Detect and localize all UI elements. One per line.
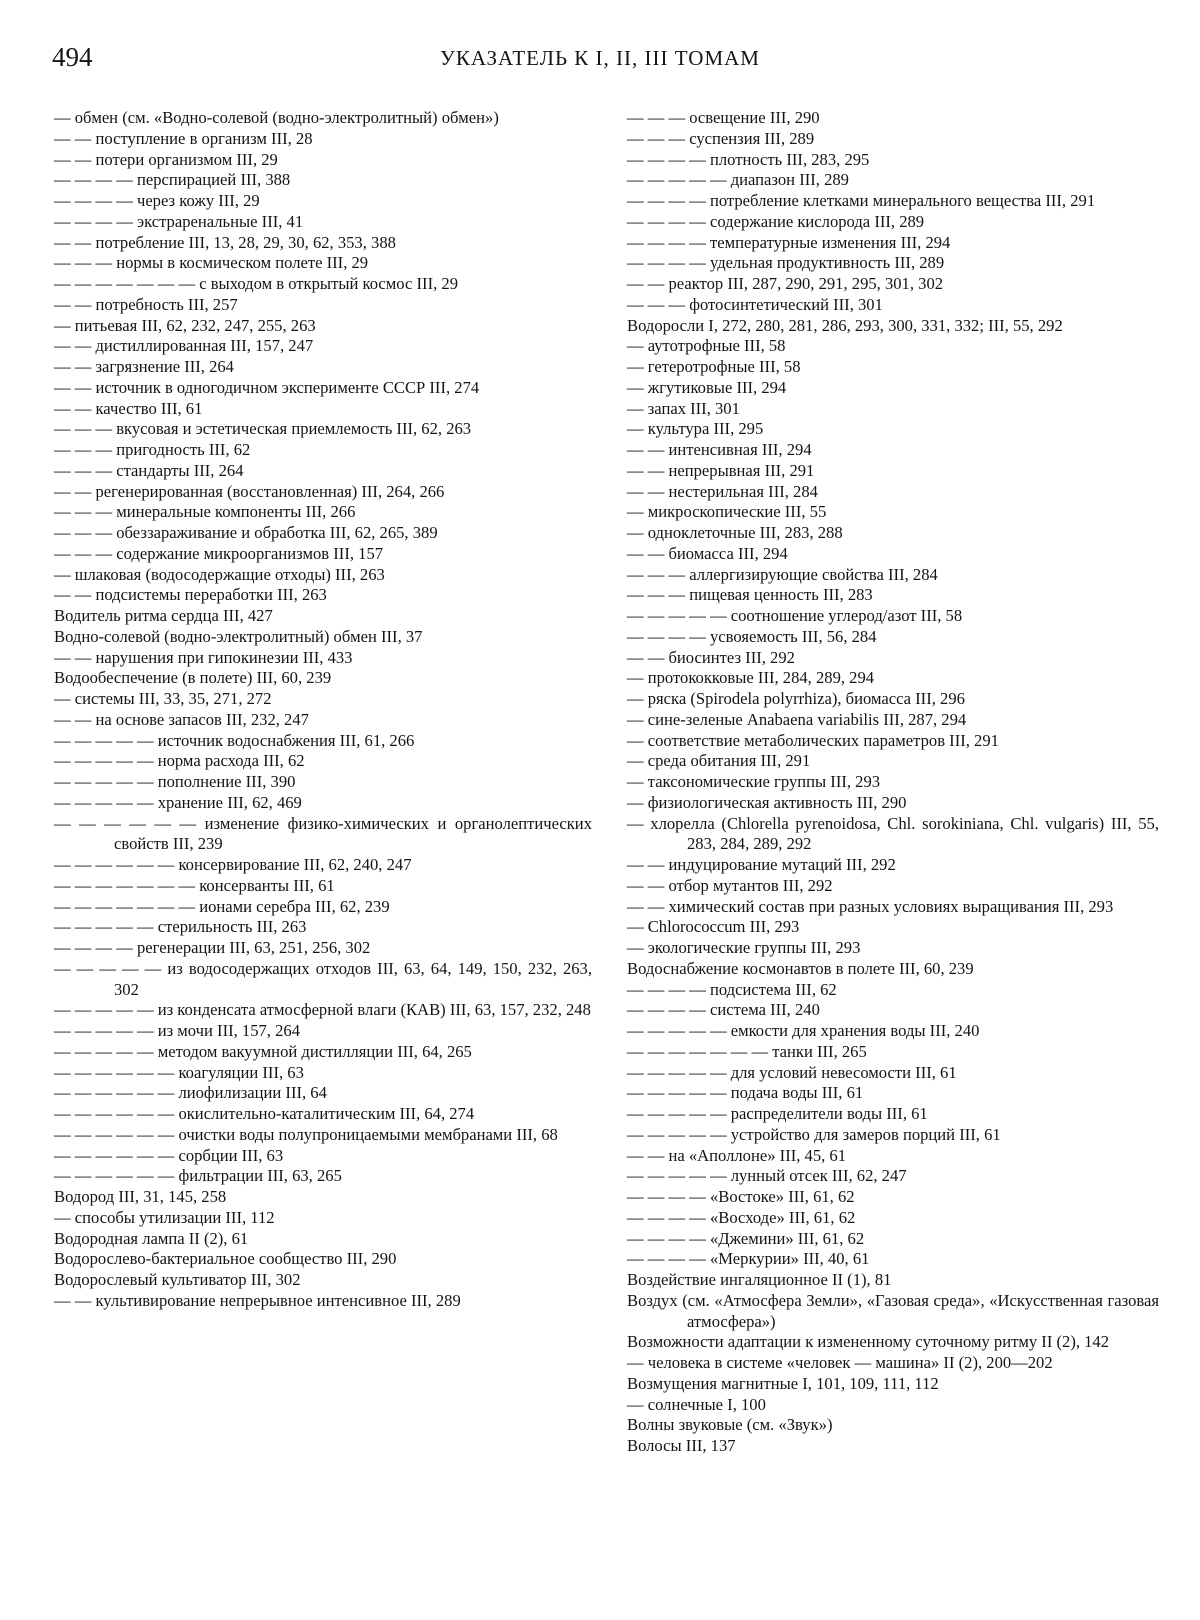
index-entry: — — на «Аполлоне» III, 45, 61: [627, 1145, 847, 1165]
index-entry: — — — — «Меркурии» III, 40, 61: [627, 1249, 870, 1269]
index-column-left: [54, 108, 592, 1312]
index-entry: — — — суспензия III, 289: [627, 128, 815, 148]
index-entry: — — — — — из водосодержащих отходов III, 63, 64, 149, 150, 232, 263, 302: [54, 958, 592, 999]
index-entry: — — биомасса III, 294: [627, 543, 788, 563]
index-entry: — — загрязнение III, 264: [54, 357, 234, 376]
running-title: УКАЗАТЕЛЬ К I, II, III ТОМАМ: [440, 46, 760, 70]
index-entry: Водитель ритма сердца III, 427: [54, 606, 273, 625]
index-entry: Воздух (см. «Атмосфера Земли», «Газовая среда», «Искусственная газовая атмосфера»): [627, 1290, 1159, 1331]
index-entry: — — — — экстраренальные III, 41: [54, 211, 304, 231]
index-entry: — — — — потребление клетками минерального вещества III, 291: [627, 191, 1096, 210]
index-entry: Волны звуковые (см. «Звук»): [627, 1415, 833, 1435]
index-entry: — жгутиковые III, 294: [627, 377, 787, 397]
index-entry: — — — — — из конденсата атмосферной влаги (КАВ) III, 63, 157, 232, 248: [54, 1000, 591, 1020]
index-entry: — — — — — — коагуляции III, 63: [54, 1062, 304, 1082]
index-entry: — — — — — подача воды III, 61: [627, 1083, 864, 1103]
index-entry: — — — — регенерации III, 63, 251, 256, 302: [54, 938, 371, 957]
index-entry: — — — нормы в космическом полете III, 29: [54, 253, 369, 273]
index-entry: — физиологическая активность III, 290: [627, 792, 907, 812]
index-entry: — — на основе запасов III, 232, 247: [54, 709, 309, 729]
index-entry: — — — — — — фильтрации III, 63, 265: [54, 1166, 342, 1186]
index-entry: — солнечные I, 100: [627, 1394, 766, 1414]
index-entry: — человека в системе «человек — машина» II (2), 200—202: [627, 1353, 1053, 1372]
index-entry: — экологические группы III, 293: [627, 938, 861, 957]
index-entry: — — — — — — — танки III, 265: [627, 1041, 867, 1061]
index-entry: — — — — — распределители воды III, 61: [627, 1104, 928, 1123]
index-entry: — среда обитания III, 291: [627, 751, 811, 771]
index-entry: — — качество III, 61: [54, 398, 203, 418]
index-entry: — — — — — хранение III, 62, 469: [54, 792, 302, 812]
index-entry: — — — — перспирацией III, 388: [54, 170, 291, 190]
index-entry: — — дистиллированная III, 157, 247: [54, 336, 314, 356]
index-entry: — — индуцирование мутаций III, 292: [627, 855, 896, 874]
index-entry: Водорослевый культиватор III, 302: [54, 1270, 301, 1289]
index-entry: — — — — — — — с выходом в открытый космос III, 29: [54, 274, 458, 293]
index-entry: — — — обеззараживание и обработка III, 62, 265, 389: [54, 523, 438, 542]
index-entry: Водорослево-бактериальное сообщество III, 290: [54, 1249, 397, 1269]
index-entry: — гетеротрофные III, 58: [627, 357, 801, 376]
index-entry: — — нарушения при гипокинезии III, 433: [54, 647, 353, 667]
index-entry: Воздействие ингаляционное II (1), 81: [627, 1270, 892, 1289]
index-entry: — одноклеточные III, 283, 288: [627, 523, 843, 542]
index-entry: — — потери организмом III, 29: [54, 149, 278, 169]
index-entry: Возмущения магнитные I, 101, 109, 111, 112: [627, 1373, 939, 1393]
index-entry: — — источник в одногодичном эксперименте СССР III, 274: [54, 377, 480, 397]
index-entry: — микроскопические III, 55: [627, 502, 827, 522]
index-entry: — — интенсивная III, 294: [627, 440, 812, 459]
page-number: 494: [52, 42, 93, 72]
index-entry: — — — — «Джемини» III, 61, 62: [627, 1228, 865, 1248]
index-entry: Водоросли I, 272, 280, 281, 286, 293, 300, 331, 332; III, 55, 292: [627, 315, 1063, 335]
index-entry: — — — — плотность III, 283, 295: [627, 149, 870, 169]
index-entry: — — — — — лунный отсек III, 62, 247: [627, 1166, 907, 1186]
index-entry: — — — — — диапазон III, 289: [627, 170, 849, 190]
index-entry: — — — — — — — консерванты III, 61: [54, 875, 335, 895]
index-entry: — — потребление III, 13, 28, 29, 30, 62, 353, 388: [54, 232, 396, 252]
page-header: [52, 42, 1148, 82]
index-entry: — — — пищевая ценность III, 283: [627, 585, 873, 605]
index-entry: — — поступление в организм III, 28: [54, 128, 313, 148]
index-entry: — — реактор III, 287, 290, 291, 295, 301, 302: [627, 274, 944, 293]
index-entry: — — — пригодность III, 62: [54, 440, 251, 459]
index-entry: Водородная лампа II (2), 61: [54, 1228, 249, 1248]
index-entry: Водоснабжение космонавтов в полете III, 60, 239: [627, 958, 974, 978]
index-entry: — — — — через кожу III, 29: [54, 191, 260, 210]
index-entry: — запах III, 301: [627, 398, 740, 418]
index-entry: — — — — содержание кислорода III, 289: [627, 211, 925, 231]
index-entry: — — — — — для условий невесомости III, 61: [627, 1062, 957, 1082]
index-entry: Водно-солевой (водно-электролитный) обмен III, 37: [54, 626, 423, 646]
index-entry: — — непрерывная III, 291: [627, 460, 815, 480]
index-entry: — — подсистемы переработки III, 263: [54, 585, 327, 605]
index-entry: — аутотрофные III, 58: [627, 336, 786, 356]
index-entry: — — — — — стерильность III, 263: [54, 917, 307, 937]
index-entry: — — — — — — окислительно-каталитическим III, 64, 274: [54, 1104, 475, 1123]
index-entry: — способы утилизации III, 112: [54, 1207, 275, 1227]
index-entry: — — нестерильная III, 284: [627, 481, 818, 501]
index-entry: — — — минеральные компоненты III, 266: [54, 502, 356, 522]
index-column-right: [627, 108, 1159, 1457]
index-entry: — — — — — — изменение физико-химических и органолептических свойств III, 239: [54, 813, 592, 854]
index-entry: — ряска (Spirodela polyrrhiza), биомасса III, 296: [627, 689, 965, 708]
index-entry: — — химический состав при разных условиях выращивания III, 293: [627, 896, 1114, 916]
index-entry: — — — — — — — ионами серебра III, 62, 239: [54, 896, 390, 916]
index-entry: — — — — система III, 240: [627, 1000, 820, 1020]
index-entry: — протококковые III, 284, 289, 294: [627, 668, 875, 688]
index-entry: — — — — — пополнение III, 390: [54, 772, 296, 791]
index-entry: — — — — усвояемость III, 56, 284: [627, 626, 877, 646]
index-entry: Водород III, 31, 145, 258: [54, 1187, 227, 1206]
index-entry: Возможности адаптации к измененному суточному ритму II (2), 142: [627, 1332, 1110, 1352]
index-entry: Водообеспечение (в полете) III, 60, 239: [54, 668, 332, 688]
index-entry: — — — — подсистема III, 62: [627, 979, 837, 999]
index-entry: — — — — — — лиофилизации III, 64: [54, 1083, 327, 1103]
index-entry: — культура III, 295: [627, 419, 764, 439]
index-entry: — — — — — методом вакуумной дистилляции III, 64, 265: [54, 1041, 472, 1061]
index-entry: — — — стандарты III, 264: [54, 460, 244, 480]
index-entry: — — — — «Восходе» III, 61, 62: [627, 1207, 856, 1227]
index-entry: — — — — — из мочи III, 157, 264: [54, 1021, 300, 1040]
index-entry: — — — содержание микроорганизмов III, 157: [54, 543, 384, 563]
index-entry: — — — фотосинтетический III, 301: [627, 294, 883, 314]
index-entry: — — — — «Востоке» III, 61, 62: [627, 1187, 855, 1206]
index-entry: — таксономические группы III, 293: [627, 772, 881, 791]
index-entry: — хлорелла (Chlorella pyrenoidosa, Chl. sorokiniana, Chl. vulgaris) III, 55, 283, 284, 289, 292: [627, 813, 1159, 854]
index-entry: — питьевая III, 62, 232, 247, 255, 263: [54, 315, 316, 335]
index-entry: — — — — — емкости для хранения воды III, 240: [627, 1021, 980, 1040]
index-entry: — обмен (см. «Водно-солевой (водно-электролитный) обмен»): [54, 108, 499, 127]
index-entry: — — — аллергизирующие свойства III, 284: [627, 564, 938, 584]
index-entry: — Chlorococcum III, 293: [627, 917, 800, 937]
index-entry: — шлаковая (водосодержащие отходы) III, 263: [54, 564, 385, 584]
index-entry: — — отбор мутантов III, 292: [627, 875, 833, 895]
index-entry: — соответствие метаболических параметров III, 291: [627, 730, 999, 750]
index-entry: — — — — — — консервирование III, 62, 240, 247: [54, 855, 412, 874]
index-entry: — — — — — — очистки воды полупроницаемыми мембранами III, 68: [54, 1124, 558, 1144]
index-entry: — системы III, 33, 35, 271, 272: [54, 689, 272, 708]
index-entry: — — — — — — сорбции III, 63: [54, 1145, 284, 1165]
index-entry: — — — — удельная продуктивность III, 289: [627, 253, 945, 273]
index-entry: — — культивирование непрерывное интенсивное III, 289: [54, 1290, 461, 1310]
index-entry: — — биосинтез III, 292: [627, 647, 795, 667]
index-entry: — — — — — соотношение углерод/азот III, 58: [627, 606, 963, 625]
index-entry: — — — — — устройство для замеров порций III, 61: [627, 1124, 1001, 1144]
index-entry: — сине-зеленые Anabaena variabilis III, 287, 294: [627, 709, 967, 729]
index-entry: Волосы III, 137: [627, 1436, 736, 1455]
index-entry: — — — — — норма расхода III, 62: [54, 751, 305, 771]
index-entry: — — — вкусовая и эстетическая приемлемость III, 62, 263: [54, 419, 472, 439]
index-entry: — — — — температурные изменения III, 294: [627, 232, 951, 252]
index-entry: — — регенерированная (восстановленная) III, 264, 266: [54, 481, 445, 501]
index-entry: — — — освещение III, 290: [627, 108, 820, 127]
index-entry: — — потребность III, 257: [54, 294, 238, 314]
index-entry: — — — — — источник водоснабжения III, 61, 266: [54, 730, 415, 750]
